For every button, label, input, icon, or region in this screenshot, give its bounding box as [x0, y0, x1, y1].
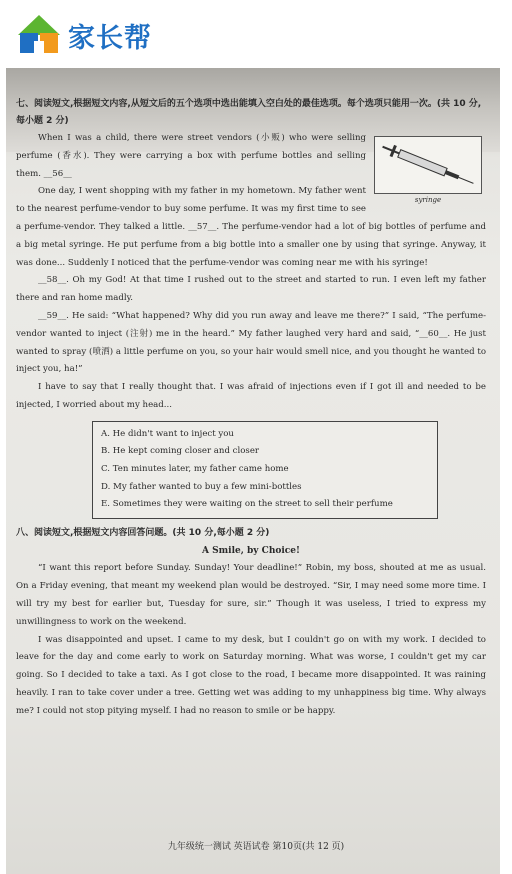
syringe-caption: syringe — [414, 196, 442, 204]
section7-heading: 七、阅读短文,根据短文内容,从短文后的五个选项中选出能填入空白处的最佳选项。每个选项只能用一次。(共 10 分,每小题 2 分) — [16, 99, 482, 126]
section7-paragraph-1: When I was a child, there were street vendors (小贩) who were selling perfume (香水). They were carrying a box with perfume bottles and selling them. __56__ — [16, 133, 366, 179]
option-d: D. My father wanted to buy a few mini-bottles — [101, 481, 302, 492]
syringe-icon — [375, 137, 481, 193]
section8-paragraph-2: I was disappointed and upset. I came to my desk, but I couldn't go on with my work. I decided to leave for the day and come early to work on Saturday morning. What was worse, I couldn't get my car going. So I decided to take a taxi. As I got close to the road, I became more disappointed. It was raining heavily. I ran to take cover under a tree. Getting wet was adding to my unhappiness big time. Why always me? I could not stop pitying myself. I had no reason to smile or be happy. — [16, 634, 486, 716]
section8-heading: 八、阅读短文,根据短文内容回答问题。(共 10 分,每小题 2 分) — [16, 527, 270, 538]
option-e: E. Sometimes they were waiting on the street to sell their perfume — [101, 499, 393, 510]
logo-text: 家长帮 — [68, 22, 152, 54]
option-b: B. He kept coming closer and closer — [101, 446, 260, 457]
exam-content — [16, 96, 486, 720]
option-c: C. Ten minutes later, my father came home — [101, 463, 289, 474]
option-a: A. He didn't want to inject you — [101, 428, 234, 439]
passage-title: A Smile, by Choice! — [202, 545, 300, 556]
options-box — [92, 421, 438, 519]
section8-paragraph-1: “I want this report before Sunday. Sunday! Your deadline!” Robin, my boss, shouted at me as usual. On a Friday evening, that meant my weekend plan would be destroyed. “Sir, I may need some more time. I will try my best for earlier but, Tuesday for sure, sir.” Though it was useless, I tried to express my unwillingness to work on the weekend. — [16, 563, 486, 627]
syringe-image — [374, 136, 482, 194]
logo — [14, 10, 152, 60]
syringe-figure — [374, 136, 482, 206]
section7-paragraph-2: One day, I went shopping with my father in my hometown. My father went to the nearest perfume-vendor to buy some perfume. It was my first time to see a perfume-vendor. They talked a little. __57__. The perfume-vendor had a lot of big bottles of perfume and a big metal syringe. He put perfume from a big bottle into a smaller one by using that syringe. Anyway, it was done... Suddenly I noticed that the perfume-vendor was coming near me with his syringe! — [16, 186, 486, 268]
section7-paragraph-4: __59__. He said: “What happened? Why did you run away and leave me there?” I said, “The perfume-vendor wanted to inject (注射) me in the heard.” My father laughed very hard and said, “__60__. He just wanted to spray (喷洒) a little perfume on you, so your hair would smell nice, and you thought he wanted to inject you, ha!” — [16, 310, 486, 375]
section7-paragraph-3: __58__. Oh my God! At that time I rushed out to the street and started to run. I even left my father there and ran home madly. — [16, 275, 486, 304]
section7-paragraph-5: I have to say that I really thought that. I was afraid of injections even if I got ill and needed to be injected, I worried about my head... — [16, 382, 486, 410]
page-footer: 九年级统一测试 英语试卷 第10页(共 12 页) — [167, 842, 345, 852]
house-logo-icon — [14, 13, 64, 57]
